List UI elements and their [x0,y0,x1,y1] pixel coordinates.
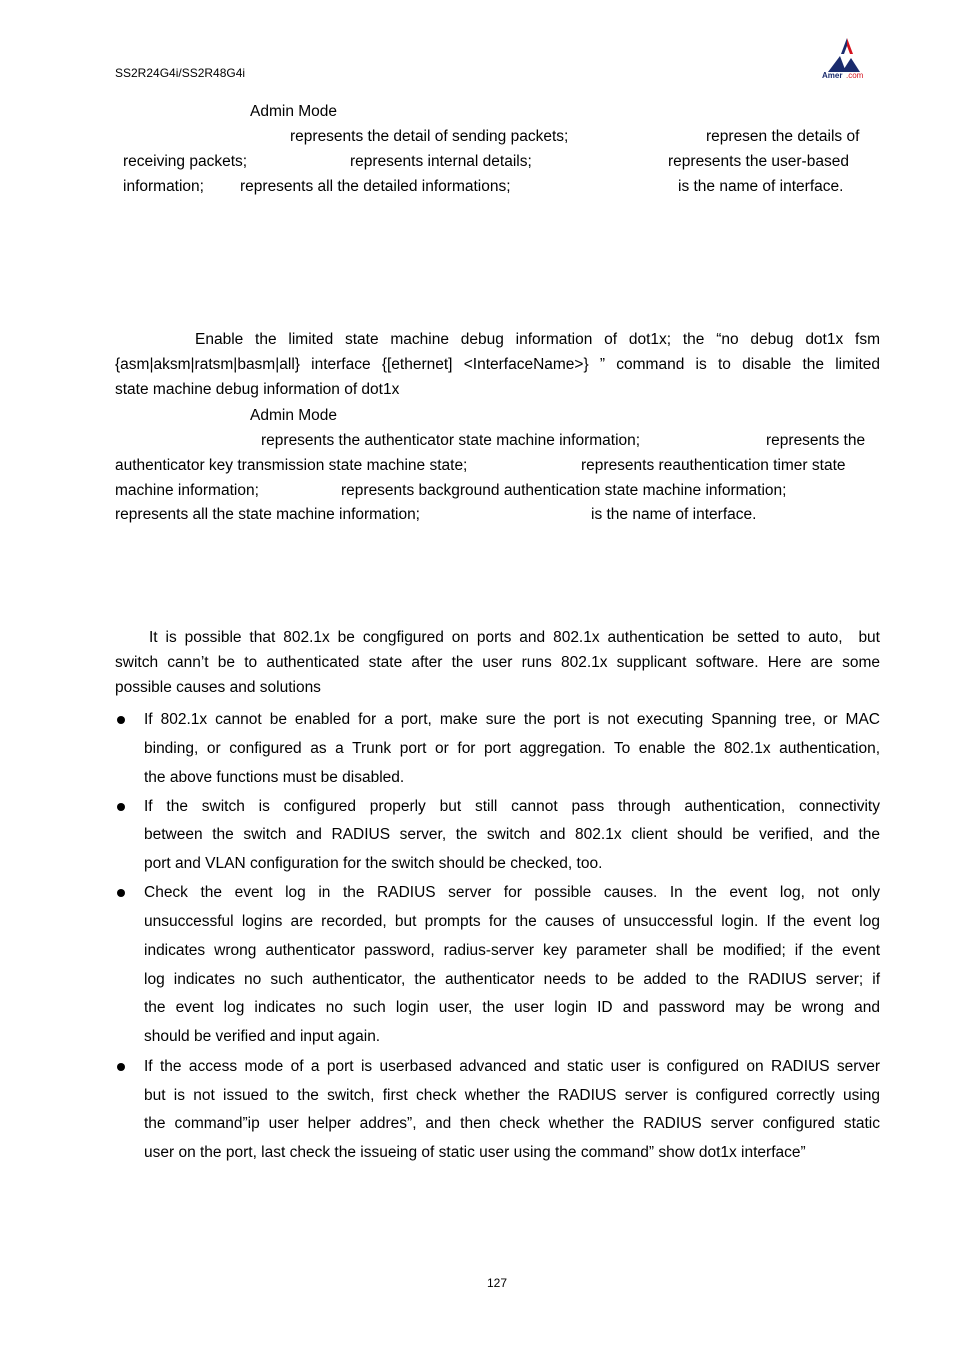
list-item-line: between the switch and RADIUS server, the switch and 802.1x client should be verified, and the [144,826,880,843]
function-description: Enable the limited state machine debug information of dot1x; the “no debug dot1x fsm [195,331,880,348]
param-description: represents all the detailed informations; [240,178,511,195]
param-description: represents all the state machine information; [115,506,420,523]
param-description: represents the [766,432,866,449]
param-description: represents the detail of sending packets; [290,128,569,145]
param-description: represents the authenticator state machine information; [261,432,641,449]
param-description: authenticator key transmission state machine state; [115,457,468,474]
list-item-line: If the access mode of a port is userbased advanced and static user is configured on RADIUS server [144,1058,880,1075]
function-description: state machine debug information of dot1x [115,381,400,398]
list-item-line: user on the port, last check the issueing of static user using the command” show dot1x interface” [144,1144,806,1161]
list-item-line: port and VLAN configuration for the switch should be checked, too. [144,855,603,872]
list-item-line: indicates wrong authenticator password, radius-server key parameter shall be modified; if the event [144,942,880,959]
param-description: is the name of interface. [591,506,757,523]
list-item-line: the command”ip user helper addres”, and then check whether the RADIUS server configured static [144,1115,880,1132]
brand-logo [818,36,876,82]
document-model-header: SS2R24G4i/SS2R48G4i [115,66,246,80]
troubleshooting-intro: possible causes and solutions [115,679,321,696]
list-item-line: If the switch is configured properly but still cannot pass through authentication, connectivity [144,798,880,815]
list-item-line: If 802.1x cannot be enabled for a port, make sure the port is not executing Spanning tree, or MAC [144,711,880,728]
list-item-line: unsuccessful logins are recorded, but prompts for the causes of unsuccessful login. If the event log [144,913,880,930]
list-item-line: Check the event log in the RADIUS server for possible causes. In the event log, not only [144,884,880,901]
param-description: represents internal details; [350,153,532,170]
troubleshooting-intro: It is possible that 802.1x be congfigured on ports and 802.1x authentication be setted to auto, but [149,629,880,646]
param-description: represen the details of [706,128,860,145]
param-description: is the name of interface. [678,178,844,195]
param-description: information; [123,178,204,195]
param-description: represents background authentication state machine information; [341,482,787,499]
param-description: machine information; [115,482,259,499]
bullet-icon [117,1063,125,1071]
list-item-line: binding, or configured as a Trunk port or for port aggregation. To enable the 802.1x authentication, [144,740,880,757]
list-item-line: should be verified and input again. [144,1028,381,1045]
bullet-icon [117,803,125,811]
bullet-icon [117,716,125,724]
troubleshooting-intro: switch cann’t be to authenticated state after the user runs 802.1x supplicant software. Here are some [115,654,880,671]
list-item-line: but is not issued to the switch, first check whether the RADIUS server is configured correctly using [144,1087,880,1104]
command-mode-text: Admin Mode [250,407,338,424]
page-number: 127 [486,1276,508,1290]
list-item-line: the above functions must be disabled. [144,769,405,786]
svg-text:Amer: Amer [822,71,843,80]
bullet-icon [117,889,125,897]
list-item-line: the event log indicates no such login user, the user login ID and password may be wrong and [144,999,880,1016]
function-description: {asm|aksm|ratsm|basm|all} interface {[ethernet] <InterfaceName>} ” command is to disable the limited [115,356,880,373]
param-description: represents reauthentication timer state [581,457,846,474]
param-description: receiving packets; [123,153,248,170]
command-mode-text: Admin Mode [250,103,338,120]
svg-text:.com: .com [846,71,864,80]
param-description: represents the user-based [668,153,849,170]
list-item-line: log indicates no such authenticator, the authenticator needs to be added to the RADIUS server; if [144,971,880,988]
